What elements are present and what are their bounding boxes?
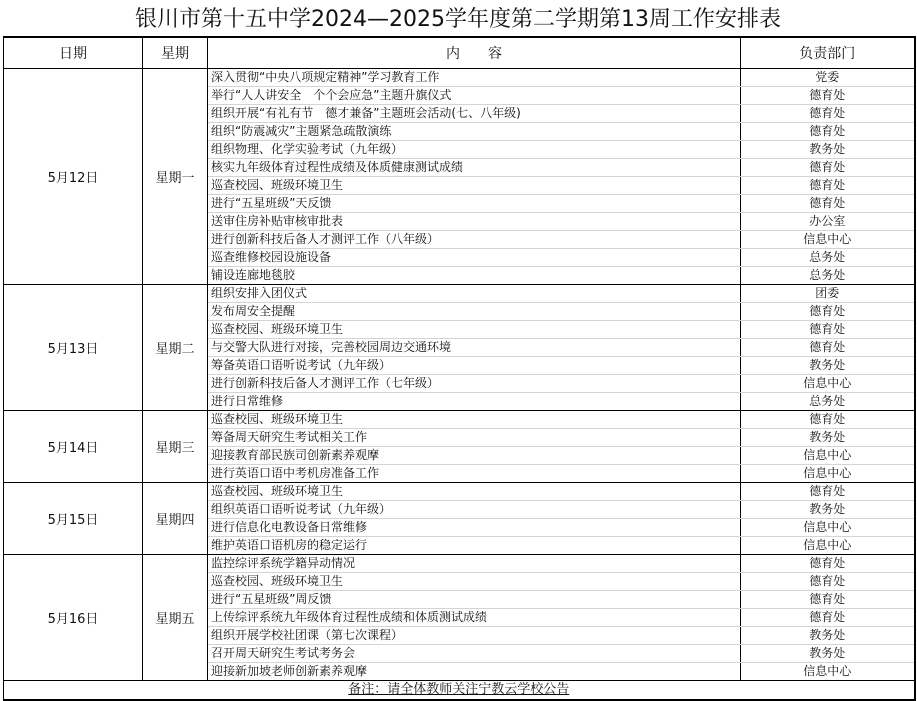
content-cell[interactable]: 进行创新科技后备人才测评工作（七年级） — [208, 375, 741, 393]
dept-cell[interactable]: 党委 — [741, 69, 915, 87]
content-cell[interactable]: 组织“防震减灾”主题紧急疏散演练 — [208, 123, 741, 141]
content-cell[interactable]: 筹备英语口语听说考试（九年级） — [208, 357, 741, 375]
header-content[interactable]: 内 容 — [208, 37, 741, 69]
dept-cell[interactable]: 德育处 — [741, 609, 915, 627]
table-row — [4, 411, 915, 429]
table-row — [4, 483, 915, 501]
dept-cell[interactable]: 办公室 — [741, 213, 915, 231]
header-row — [4, 37, 915, 69]
weekday-cell[interactable]: 星期三 — [143, 411, 208, 483]
dept-cell[interactable]: 总务处 — [741, 249, 915, 267]
date-cell[interactable]: 5月13日 — [4, 285, 143, 411]
dept-cell[interactable]: 德育处 — [741, 195, 915, 213]
dept-cell[interactable]: 德育处 — [741, 177, 915, 195]
content-cell[interactable]: 迎接新加坡老师创新素养观摩 — [208, 663, 741, 681]
dept-cell[interactable]: 教务处 — [741, 501, 915, 519]
content-cell[interactable]: 迎接教育部民族司创新素养观摩 — [208, 447, 741, 465]
date-cell[interactable]: 5月14日 — [4, 411, 143, 483]
dept-cell[interactable]: 信息中心 — [741, 375, 915, 393]
content-cell[interactable]: 进行英语口语中考机房准备工作 — [208, 465, 741, 483]
weekday-cell[interactable]: 星期四 — [143, 483, 208, 555]
dept-cell[interactable]: 信息中心 — [741, 231, 915, 249]
dept-cell[interactable]: 德育处 — [741, 123, 915, 141]
content-cell[interactable]: 铺设连廊地毯胶 — [208, 267, 741, 285]
dept-cell[interactable]: 教务处 — [741, 645, 915, 663]
dept-cell[interactable]: 信息中心 — [741, 465, 915, 483]
dept-cell[interactable]: 教务处 — [741, 357, 915, 375]
dept-cell[interactable]: 德育处 — [741, 339, 915, 357]
content-cell[interactable]: 监控综评系统学籍异动情况 — [208, 555, 741, 573]
dept-cell[interactable]: 团委 — [741, 285, 915, 303]
date-cell[interactable]: 5月12日 — [4, 69, 143, 285]
schedule-body — [4, 69, 915, 681]
content-cell[interactable]: 组织安排入团仪式 — [208, 285, 741, 303]
content-cell[interactable]: 巡查维修校园设施设备 — [208, 249, 741, 267]
dept-cell[interactable]: 教务处 — [741, 627, 915, 645]
weekday-cell[interactable]: 星期一 — [143, 69, 208, 285]
content-cell[interactable]: 深入贯彻“中央八项规定精神”学习教育工作 — [208, 69, 741, 87]
dept-cell[interactable]: 信息中心 — [741, 519, 915, 537]
header-weekday[interactable]: 星期 — [143, 37, 208, 69]
content-cell[interactable]: 进行创新科技后备人才测评工作（八年级） — [208, 231, 741, 249]
footer-note: 备注：请全体教师关注宁教云学校公告 — [348, 682, 570, 697]
dept-cell[interactable]: 德育处 — [741, 573, 915, 591]
content-cell[interactable]: 上传综评系统九年级体育过程性成绩和体质测试成绩 — [208, 609, 741, 627]
table-row — [4, 69, 915, 87]
dept-cell[interactable]: 信息中心 — [741, 663, 915, 681]
content-cell[interactable]: 与交警大队进行对接，完善校园周边交通环境 — [208, 339, 741, 357]
header-date[interactable]: 日期 — [4, 37, 143, 69]
weekday-cell[interactable]: 星期五 — [143, 555, 208, 681]
dept-cell[interactable]: 德育处 — [741, 87, 915, 105]
dept-cell[interactable]: 教务处 — [741, 141, 915, 159]
content-cell[interactable]: 巡查校园、班级环境卫生 — [208, 177, 741, 195]
dept-cell[interactable]: 德育处 — [741, 591, 915, 609]
content-cell[interactable]: 召开周天研究生考试考务会 — [208, 645, 741, 663]
table-row — [4, 285, 915, 303]
content-cell[interactable]: 维护英语口语机房的稳定运行 — [208, 537, 741, 555]
content-cell[interactable]: 进行“五星班级”周反馈 — [208, 591, 741, 609]
footer-row — [4, 681, 915, 701]
footer-note-cell[interactable] — [4, 681, 915, 701]
weekday-cell[interactable]: 星期二 — [143, 285, 208, 411]
content-cell[interactable]: 巡查校园、班级环境卫生 — [208, 321, 741, 339]
dept-cell[interactable]: 德育处 — [741, 555, 915, 573]
dept-cell[interactable]: 总务处 — [741, 393, 915, 411]
dept-cell[interactable]: 教务处 — [741, 429, 915, 447]
content-cell[interactable]: 巡查校园、班级环境卫生 — [208, 483, 741, 501]
content-cell[interactable]: 筹备周天研究生考试相关工作 — [208, 429, 741, 447]
dept-cell[interactable]: 信息中心 — [741, 537, 915, 555]
content-cell[interactable]: 举行“人人讲安全 个个会应急”主题升旗仪式 — [208, 87, 741, 105]
dept-cell[interactable]: 德育处 — [741, 105, 915, 123]
schedule-table — [3, 36, 916, 701]
content-cell[interactable]: 核实九年级体育过程性成绩及体质健康测试成绩 — [208, 159, 741, 177]
dept-cell[interactable]: 德育处 — [741, 159, 915, 177]
date-cell[interactable]: 5月15日 — [4, 483, 143, 555]
page-title: 银川市第十五中学2024—2025学年度第二学期第13周工作安排表 — [135, 7, 781, 32]
dept-cell[interactable]: 德育处 — [741, 321, 915, 339]
dept-cell[interactable]: 德育处 — [741, 303, 915, 321]
header-dept[interactable]: 负责部门 — [741, 37, 915, 69]
dept-cell[interactable]: 德育处 — [741, 483, 915, 501]
content-cell[interactable]: 组织开展“有礼有节 德才兼备”主题班会活动(七、八年级) — [208, 105, 741, 123]
content-cell[interactable]: 进行信息化电教设备日常维修 — [208, 519, 741, 537]
content-cell[interactable]: 组织英语口语听说考试（九年级） — [208, 501, 741, 519]
content-cell[interactable]: 送审住房补贴审核审批表 — [208, 213, 741, 231]
content-cell[interactable]: 巡查校园、班级环境卫生 — [208, 573, 741, 591]
content-cell[interactable]: 组织开展学校社团课（第七次课程） — [208, 627, 741, 645]
dept-cell[interactable]: 德育处 — [741, 411, 915, 429]
content-cell[interactable]: 进行日常维修 — [208, 393, 741, 411]
dept-cell[interactable]: 总务处 — [741, 267, 915, 285]
dept-cell[interactable]: 信息中心 — [741, 447, 915, 465]
content-cell[interactable]: 发布周安全提醒 — [208, 303, 741, 321]
content-cell[interactable]: 巡查校园、班级环境卫生 — [208, 411, 741, 429]
table-row — [4, 555, 915, 573]
content-cell[interactable]: 组织物理、化学实验考试（九年级） — [208, 141, 741, 159]
content-cell[interactable]: 进行“五星班级”天反馈 — [208, 195, 741, 213]
date-cell[interactable]: 5月16日 — [4, 555, 143, 681]
